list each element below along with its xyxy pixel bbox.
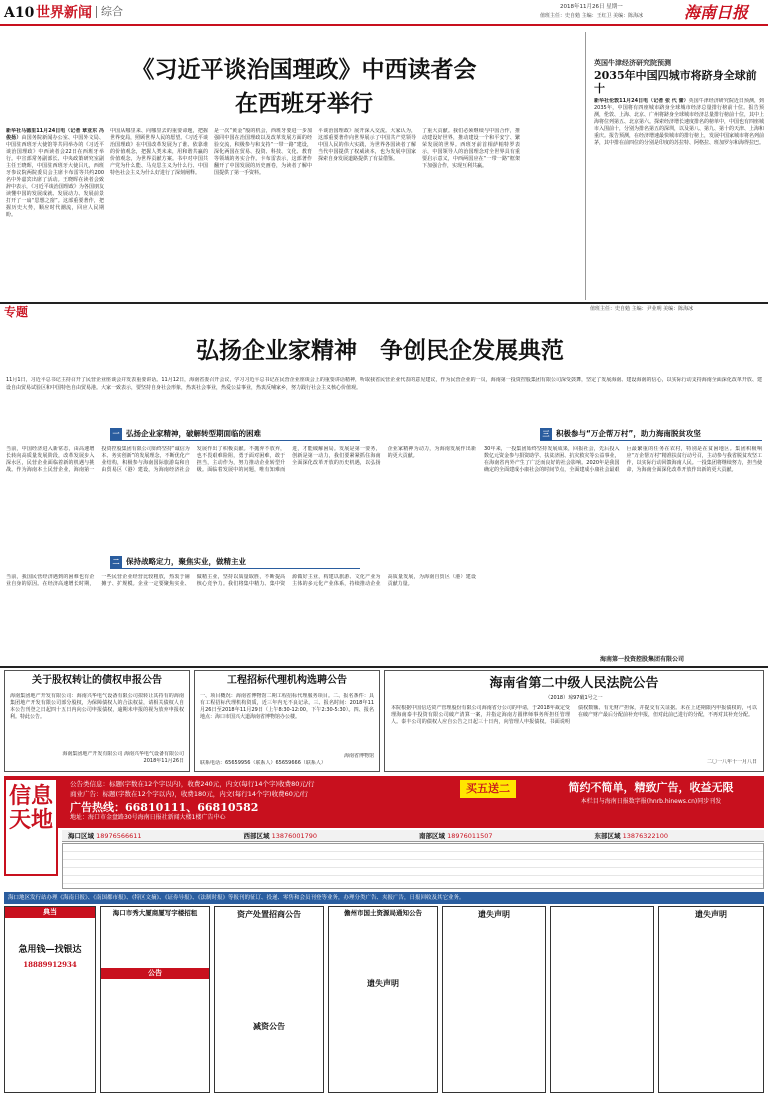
col3-title: 资产处置招商公告	[237, 909, 301, 919]
classified-slogan: 简约不简单，精致广告，收益无限	[568, 781, 734, 794]
notice-3-case-number: （2018）琼97破1号之一	[545, 694, 603, 701]
promo-badge: 买五送二	[460, 780, 516, 798]
section-divider	[96, 6, 97, 18]
special-section-1-heading	[110, 428, 360, 441]
col1-heading: 典当	[5, 907, 95, 918]
notice-3-date: 二〇一八年十一月八日	[706, 759, 757, 766]
page-number: A10	[4, 5, 35, 21]
special-section-1-title: 弘扬企业家精神，破解转型期面临的困难	[126, 428, 261, 438]
lead-headline-2: 在西班牙举行	[235, 90, 373, 117]
classified-address: 地址：海口市金盘路30号海南日报社新闻大楼1楼广告中心	[70, 814, 226, 821]
lead-column-1	[6, 128, 104, 300]
notice-2-tel: 联系电话：65659956（联系人）65659666（联系人）	[200, 759, 326, 766]
col3-subtitle: 减资公告	[253, 1020, 285, 1031]
classified-col-land	[328, 906, 438, 1093]
office-item: 海口区域 18976566611	[68, 832, 142, 840]
classified-col-lost-1	[442, 906, 546, 1093]
special-rule	[0, 666, 768, 668]
lead-column-5: 了重大贡献。我们必须继续与中国合作，推动建设好世界，推动建设一个和平安宁、繁荣发展的世界。西班牙前首相萨帕特罗表示，中国领导人的治国理念对全世界具有重要启示意义，中西两国应在“一带一路”框架下加强合作，实现互利共赢。	[422, 128, 520, 169]
section-name: 世界新闻	[36, 5, 92, 21]
sidebar-kicker: 英国牛津经济研究院预测	[594, 59, 671, 67]
classified-col-pawn	[4, 906, 96, 1093]
newspaper-logo: 海南日报	[684, 3, 749, 22]
special-section-1-number: 一	[110, 428, 122, 441]
classified-col-lost-2	[550, 906, 654, 1093]
sidebar-headline: 2035年中国四城市将跻身全球前十	[594, 69, 757, 95]
col6-title: 遗失声明	[695, 909, 727, 919]
special-section-3-number: 三	[540, 428, 552, 441]
special-section-2-title: 保持战略定力，聚焦实业，做精主业	[126, 556, 246, 566]
office-item: 东部区域 13876322100	[594, 832, 669, 840]
sidebar-dateline: 新华社伦敦11月24日电（记者 张 代 蕾）	[594, 98, 689, 104]
lead-column-4: 平谈治国理政》展开深入交流。大家认为，这部重要著作向世界展示了中国共产党领导中国人民的伟大实践，为世界各国读者了解当代中国提供了权威读本，也为发展中国家探索自身发展道路提供了有益借鉴。	[318, 128, 416, 162]
special-section-3-body: 30年来，一投集团始终坚持发展成果，回报社会，先后投入数亿元资金参与捐资助学、扶贫济困、抗灾救灾等公益事业，在海南省内外产生了广泛而良好的社会影响。2020年是我国确定的全面建成小康社会的时间节点，全面建成小康社会最艰巨最繁重的任务在农村，特别是在贫困地区。集团积极响应“万企帮万村”精准扶贫行动号召，主动参与我省脱贫攻坚工作，以实际行动回馈海南人民。一投集团将继续努力，担当使命，为海南全面深化改革开放作出新的更大贡献。	[484, 446, 762, 473]
notice-court	[384, 670, 764, 772]
sidebar-divider	[585, 32, 586, 300]
masthead-rule	[0, 24, 768, 26]
sidebar-body	[594, 98, 764, 268]
notice-tender-agent	[194, 670, 380, 772]
office-strip	[62, 830, 764, 842]
classified-logo: 信息天地	[4, 778, 58, 876]
masthead	[0, 0, 768, 24]
special-section-2-heading	[110, 556, 360, 569]
col2-title: 海口市秀大厦商厦写字楼招租	[112, 909, 198, 917]
col4-subtitle: 遗失声明	[367, 978, 399, 989]
notice-1-title: 关于股权转让的债权申报公告	[32, 675, 162, 686]
notice-1-signer: 海南集团地产开发有限公司 海南兴华电气设备有限公司	[62, 750, 184, 757]
notice-1-date: 2018年11月26日	[143, 757, 184, 764]
classified-col-lost-3	[658, 906, 764, 1093]
special-section-2-body: 当前，我国民营经济遇到的困难也有企业自身的原因。在经济高速增长时期，一些民营企业经营比较粗放，热衷于铺摊子、扩规模。企业一定要聚焦实业、做精主业，坚持以质量取胜，不断提高核心竞争力。我们将集中精力、集中资源做好主业，构建以旅游、文化产业为主体的多元化产业体系，持续推动企业高质量发展，为海南自贸区（港）建设贡献力量。	[6, 574, 476, 587]
col1-subheading: 急用钱—找银达	[18, 945, 82, 955]
col5-title: 遗失声明	[478, 909, 510, 919]
col2-heading: 公告	[101, 968, 209, 979]
classified-col-assets	[214, 906, 324, 1093]
lead-body-1: 由国务院新闻办公室、中国外文局、中国驻西班牙大使馆等共同举办的《习近平谈治国理政》中西读者会22日在西班牙举行。中宣部常务副部长、中央政策研究室副主任王晓晖，中国驻西班牙大使吕凡，西班牙参议院两院委员会主席卡布雷等共约200名中外嘉宾出席了活动。王晓晖在读者会致辞中表示，《习近平谈治国理政》为各国朋友读懂中国的发展成就、发展动力、发展前景打开了一扇“思想之窗”。这部重要著作，把握历史大势，顺应时代潮流，回应人民期盼。	[6, 135, 104, 218]
special-section-1-body: 当前，中国经济进入新常态，由高速增长转向高质量发展阶段，改革发展步入深水区，民营企业面临着新的机遇与挑战。作为海南本土民营企业，海南第一投资控股集团有限公司始终坚持“诚信为本、务实创新”的发展理念，不断优化产业结构，积极参与海南国际旅游岛和自由贸易区（港）建设，为海南经济社会发展作出了积极贡献。不抛弃不放弃，也不畏艰难险阻，勇于面对困难，敢于担当，主动作为，努力推动企业转型升级。面临着发展中的问题，唯有知难而进，才能破解困局。发展是第一要务，创新是第一动力，我们要紧紧抓住海南全面深化改革开放的历史机遇，以弘扬企业家精神为动力，为海南发展作出新的更大贡献。	[6, 446, 476, 473]
lead-headline-1: 《习近平谈治国理政》中西读者会	[131, 56, 477, 83]
special-intro: 11月1日，习近平总书记主持召开了民营企业座谈会并发表重要讲话。11月12日，海南省委召开会议，学习习近平总书记在民营企业座谈会上的重要讲话精神，听取我省民营企业代表的意见建议，作为民营企业的一员，海南第一投资控股集团有限公司深受鼓舞，坚定了发展海南、建设海南的信心，以实际行动支持海南全面深化改革开放、建设自由贸易试验区和中国特色自由贸易港。大家一致表示，要坚持自身社会形象，热衷社会事业，热爱公益事业，热衷反哺家乡，努力践行社会主义核心价值观。	[6, 377, 762, 391]
lead-column-3: 是一次“黄金”般的机会，西班牙要进一步加强同中国在治国理政以及改革发展方面的经验交流，积极参与和支持“一带一路”建设，深化两国在贸易、投资、科技、文化、教育等领域的务实合作。卡布雷表示，这部著作翻开了中国发展的历史画卷，为读者了解中国提供了第一手资料。	[214, 128, 312, 176]
notice-2-body: 一、项目概况：海南省博物馆二期工程招标代理服务项目。二、报名条件：具有工程招标代理机构资质，近三年内无不良记录。三、报名时间：2018年11月26日至2018年11月29日（上午8:30-12:00，下午2:30-5:30）。四、报名地点：海口市国兴大道海南省博物馆办公楼。	[200, 692, 374, 720]
top-story-rule	[0, 302, 768, 304]
distribution-notice: 海口地区发行站办理《海南日报》、《南国都市报》、《特区文摘》、《证券导报》、《法制时报》等报刊的征订、投递、零售和会员刊登等业务，办理分类广告、夹报广告，日报回收及其它业务。	[4, 892, 764, 904]
special-label: 专题	[4, 305, 29, 319]
office-item: 西部区域 13876001790	[243, 832, 318, 840]
lead-dateline: 新华社马德里11月24日电（记者 章亚东 冯俊扬）	[6, 128, 104, 141]
date-line: 2018年11月26日 星期一	[560, 4, 623, 10]
special-section-2-number: 二	[110, 556, 122, 569]
col1-phone: 18889912934	[23, 960, 77, 970]
special-signature: 海南第一投资控股集团有限公司	[600, 656, 685, 663]
subsection-name: 综合	[101, 5, 123, 18]
special-section-3-heading	[540, 428, 762, 441]
editors-line: 值班主任：史自勉 主编：王红卫 美编：陈海冰	[540, 13, 644, 19]
notice-3-body: 本院根据中国信达资产管理股份有限公司海南省分公司的申请，于2018年裁定受理海南泰丰投资有限公司破产清算一案，并指定海南方圆律师事务所担任管理人。泰丰公司的债权人应自公告之日起三十日内，向管理人申报债权。书面说明债权数额、有无财产担保，并提交有关证据。未在上述期限内申报债权的，可以在破产财产最后分配前补充申报，但对此前已进行的分配，不再对其补充分配。	[391, 705, 757, 726]
notice-equity-transfer	[4, 670, 190, 772]
notice-1-body: 海南集团地产开发有限公司：海南兴华电气设备有限公司拟转让其持有的海南集团地产开发有限公司部分股权，为保障债权人的合法权益，请相关债权人自本公告刊登之日起四十五日内向公司申报债权，逾期未申报的视为放弃申报权利。特此公告。	[10, 692, 184, 720]
special-headline: 弘扬企业家精神 争创民企发展典范	[196, 337, 564, 364]
col4-title: 儋州市国土资源局通知公告	[344, 909, 422, 917]
special-section-3-title: 积极参与“万企帮万村”，助力海南脱贫攻坚	[556, 428, 701, 438]
classified-col-notice	[100, 906, 210, 1093]
notice-3-title: 海南省第二中级人民法院公告	[489, 676, 659, 691]
classified-banner	[4, 776, 764, 833]
classified-phone: 广告热线：66810111、66810582	[70, 801, 259, 814]
office-item: 南部区域 18976011507	[419, 832, 493, 840]
classified-price-1: 公告类信息：标题(字数在12个字以内)，收费240元，内文(每行14个字)收费80元/行	[70, 780, 315, 788]
lead-column-2: 中国从哪里来、向哪里去的重要命题，把握世界变局，照顾世界人民的愿望。《习近平谈治国理政》在中国改革发展为了谁、依靠谁的价值观念，把握人类未来，用和谐共赢的价值观念，为世界贡献方案。书中对中国共产党为什么能、马克思主义为什么行、中国特色社会主义为什么好进行了深刻阐释。	[110, 128, 208, 176]
notice-2-title: 工程招标代理机构选聘公告	[227, 675, 347, 686]
agent-phone-grid	[62, 843, 764, 889]
special-editors: 值班主任：史自勉 主编：尹业明 美编：陈海冰	[590, 306, 694, 312]
sidebar-body-text: 英国牛津经济研究院近日预测，到2035年，中国将有四座城市跻身全球城市经济总量排行榜前十位。报告预测，伦敦、上海、北京、广州将跻身全球城市经济总量排行榜前十位，其中上海将位列第五、北京第六。探索经济增长速度排名的榜单中，中国也有四座城市入围前十，分别为排名第五的深圳，以及第八、第九、第十的天津、上海和重庆。报告预测，在经济增速最快城市的排行榜上，发展中国家城市将名列前茅，其中排在前四位的分别是印度的苏拉特、阿格拉、班加罗尔和海得拉巴。	[594, 98, 764, 146]
notice-2-signer: 海南省博物馆	[343, 752, 374, 759]
classified-slogan-sub: 本栏目与海南日报数字报(hnrb.hinews.cn)同步刊发	[580, 798, 722, 805]
classified-price-2: 商业广告：标题(字数在12个字以内)，收费180元，内文(每行14个字)收费60元/行	[70, 790, 309, 798]
